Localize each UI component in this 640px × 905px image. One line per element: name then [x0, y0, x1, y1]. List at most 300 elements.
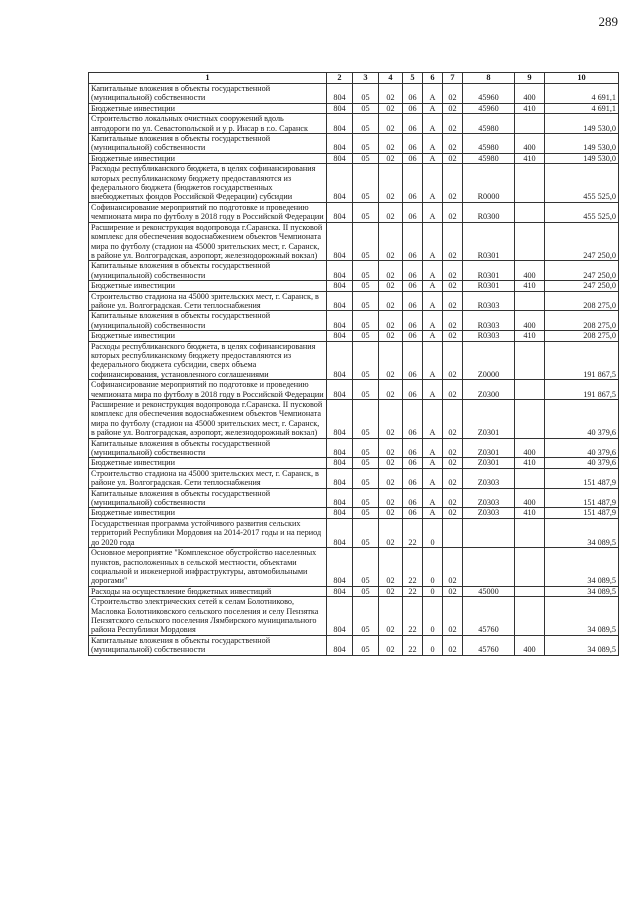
gp-code-cell: 804	[327, 468, 353, 488]
program-code-cell: 06	[403, 291, 423, 311]
program-code-cell: 06	[403, 488, 423, 508]
pr-code-cell: 02	[379, 261, 403, 281]
vr-code-cell: 410	[515, 458, 545, 468]
measure-code-cell: 02	[443, 597, 463, 636]
subprogram-code-cell: А	[423, 331, 443, 341]
row-description: Капитальные вложения в объекты государственной (муниципальной) собственности	[89, 438, 327, 458]
subprogram-code-cell: А	[423, 164, 443, 203]
pr-code-cell: 02	[379, 438, 403, 458]
direction-code-cell: Z0301	[463, 458, 515, 468]
measure-code-cell: 02	[443, 222, 463, 261]
program-code-cell: 06	[403, 164, 423, 203]
subprogram-code-cell: 0	[423, 586, 443, 596]
direction-code-cell: R0303	[463, 331, 515, 341]
program-code-cell: 06	[403, 134, 423, 154]
program-code-cell: 22	[403, 518, 423, 547]
measure-code-cell: 02	[443, 508, 463, 518]
gp-code-cell: 804	[327, 311, 353, 331]
vr-code-cell: 400	[515, 438, 545, 458]
vr-code-cell: 400	[515, 311, 545, 331]
header-cell: 1	[89, 73, 327, 84]
direction-code-cell: Z0303	[463, 468, 515, 488]
amount-cell: 4 691,1	[545, 84, 619, 104]
direction-code-cell: 45980	[463, 114, 515, 134]
gp-code-cell: 804	[327, 635, 353, 655]
vr-code-cell	[515, 468, 545, 488]
header-cell: 5	[403, 73, 423, 84]
gp-code-cell: 804	[327, 508, 353, 518]
direction-code-cell: 45760	[463, 597, 515, 636]
direction-code-cell: R0000	[463, 164, 515, 203]
gp-code-cell: 804	[327, 291, 353, 311]
rz-code-cell: 05	[353, 548, 379, 587]
program-code-cell: 06	[403, 400, 423, 439]
table-row	[89, 518, 619, 547]
pr-code-cell: 02	[379, 222, 403, 261]
row-description: Строительство стадиона на 45000 зрительских мест, г. Саранск, в районе ул. Волгоградская. Сети теплоснабжения	[89, 468, 327, 488]
vr-code-cell: 410	[515, 153, 545, 163]
program-code-cell: 06	[403, 380, 423, 400]
table-row	[89, 548, 619, 587]
program-code-cell: 06	[403, 438, 423, 458]
direction-code-cell	[463, 548, 515, 587]
subprogram-code-cell: А	[423, 202, 443, 222]
direction-code-cell: 45960	[463, 103, 515, 113]
gp-code-cell: 804	[327, 164, 353, 203]
table-row	[89, 468, 619, 488]
program-code-cell: 06	[403, 202, 423, 222]
amount-cell: 149 530,0	[545, 114, 619, 134]
pr-code-cell: 02	[379, 586, 403, 596]
subprogram-code-cell: А	[423, 438, 443, 458]
pr-code-cell: 02	[379, 164, 403, 203]
subprogram-code-cell: 0	[423, 518, 443, 547]
direction-code-cell: R0303	[463, 311, 515, 331]
pr-code-cell: 02	[379, 202, 403, 222]
direction-code-cell: Z0303	[463, 508, 515, 518]
amount-cell: 151 487,9	[545, 508, 619, 518]
direction-code-cell: R0300	[463, 202, 515, 222]
table-row	[89, 311, 619, 331]
gp-code-cell: 804	[327, 331, 353, 341]
amount-cell: 151 487,9	[545, 488, 619, 508]
direction-code-cell: Z0301	[463, 400, 515, 439]
row-description: Капитальные вложения в объекты государственной (муниципальной) собственности	[89, 84, 327, 104]
subprogram-code-cell: А	[423, 134, 443, 154]
table-row	[89, 281, 619, 291]
program-code-cell: 22	[403, 597, 423, 636]
rz-code-cell: 05	[353, 586, 379, 596]
subprogram-code-cell: А	[423, 222, 443, 261]
table-row	[89, 597, 619, 636]
table-row	[89, 438, 619, 458]
subprogram-code-cell: А	[423, 114, 443, 134]
vr-code-cell	[515, 548, 545, 587]
table-row	[89, 202, 619, 222]
rz-code-cell: 05	[353, 635, 379, 655]
gp-code-cell: 804	[327, 84, 353, 104]
table-row	[89, 84, 619, 104]
gp-code-cell: 804	[327, 400, 353, 439]
gp-code-cell: 804	[327, 202, 353, 222]
direction-code-cell: 45760	[463, 635, 515, 655]
measure-code-cell: 02	[443, 635, 463, 655]
vr-code-cell	[515, 380, 545, 400]
subprogram-code-cell: А	[423, 103, 443, 113]
rz-code-cell: 05	[353, 261, 379, 281]
pr-code-cell: 02	[379, 458, 403, 468]
pr-code-cell: 02	[379, 635, 403, 655]
amount-cell: 191 867,5	[545, 380, 619, 400]
vr-code-cell	[515, 341, 545, 380]
vr-code-cell	[515, 202, 545, 222]
gp-code-cell: 804	[327, 222, 353, 261]
vr-code-cell: 410	[515, 103, 545, 113]
row-description: Капитальные вложения в объекты государственной (муниципальной) собственности	[89, 311, 327, 331]
amount-cell: 208 275,0	[545, 311, 619, 331]
measure-code-cell: 02	[443, 341, 463, 380]
amount-cell: 34 089,5	[545, 518, 619, 547]
measure-code-cell: 02	[443, 84, 463, 104]
program-code-cell: 06	[403, 508, 423, 518]
direction-code-cell: Z0303	[463, 488, 515, 508]
row-description: Расширение и реконструкция водопровода г.Саранска. II пусковой комплекс для обеспечения водоснабжением объектов Чемпионата мира по футболу (стадион на 45000 зрительских мест, г. Саранск, в районе ул. Волгоградская, аэропорт, железнодорожный вокзал)	[89, 222, 327, 261]
pr-code-cell: 02	[379, 341, 403, 380]
amount-cell: 247 250,0	[545, 222, 619, 261]
direction-code-cell: Z0000	[463, 341, 515, 380]
measure-code-cell: 02	[443, 291, 463, 311]
vr-code-cell: 400	[515, 635, 545, 655]
header-cell: 6	[423, 73, 443, 84]
measure-code-cell: 02	[443, 548, 463, 587]
rz-code-cell: 05	[353, 488, 379, 508]
program-code-cell: 06	[403, 84, 423, 104]
rz-code-cell: 05	[353, 114, 379, 134]
rz-code-cell: 05	[353, 222, 379, 261]
pr-code-cell: 02	[379, 331, 403, 341]
gp-code-cell: 804	[327, 518, 353, 547]
row-description: Расходы республиканского бюджета, в целях софинансирования которых республиканскому бюджету предоставляются из федерального бюджета (бюджетов государственных внебюджетных фондов Российской Федерации) субсидии	[89, 164, 327, 203]
program-code-cell: 06	[403, 341, 423, 380]
row-description: Бюджетные инвестиции	[89, 281, 327, 291]
pr-code-cell: 02	[379, 153, 403, 163]
program-code-cell: 06	[403, 311, 423, 331]
header-cell: 2	[327, 73, 353, 84]
gp-code-cell: 804	[327, 438, 353, 458]
rz-code-cell: 05	[353, 438, 379, 458]
measure-code-cell: 02	[443, 400, 463, 439]
gp-code-cell: 804	[327, 548, 353, 587]
table-body	[89, 84, 619, 656]
row-description: Капитальные вложения в объекты государственной (муниципальной) собственности	[89, 261, 327, 281]
direction-code-cell: R0303	[463, 291, 515, 311]
row-description: Бюджетные инвестиции	[89, 103, 327, 113]
row-description: Бюджетные инвестиции	[89, 458, 327, 468]
pr-code-cell: 02	[379, 488, 403, 508]
subprogram-code-cell: А	[423, 458, 443, 468]
vr-code-cell: 400	[515, 261, 545, 281]
vr-code-cell	[515, 291, 545, 311]
amount-cell: 455 525,0	[545, 164, 619, 203]
gp-code-cell: 804	[327, 153, 353, 163]
table-row	[89, 261, 619, 281]
rz-code-cell: 05	[353, 311, 379, 331]
rz-code-cell: 05	[353, 458, 379, 468]
pr-code-cell: 02	[379, 114, 403, 134]
subprogram-code-cell: 0	[423, 597, 443, 636]
amount-cell: 34 089,5	[545, 597, 619, 636]
direction-code-cell: Z0300	[463, 380, 515, 400]
table-row	[89, 103, 619, 113]
gp-code-cell: 804	[327, 114, 353, 134]
direction-code-cell: 45000	[463, 586, 515, 596]
subprogram-code-cell: А	[423, 468, 443, 488]
vr-code-cell	[515, 164, 545, 203]
row-description: Софинансирование мероприятий по подготовке и проведению чемпионата мира по футболу в 2018 году в Российской Федерации	[89, 380, 327, 400]
table-row	[89, 400, 619, 439]
header-cell: 4	[379, 73, 403, 84]
amount-cell: 208 275,0	[545, 331, 619, 341]
measure-code-cell: 02	[443, 586, 463, 596]
vr-code-cell: 410	[515, 281, 545, 291]
program-code-cell: 06	[403, 468, 423, 488]
vr-code-cell	[515, 586, 545, 596]
gp-code-cell: 804	[327, 103, 353, 113]
table-row	[89, 508, 619, 518]
table-row	[89, 635, 619, 655]
header-cell: 8	[463, 73, 515, 84]
table-row	[89, 458, 619, 468]
table-row	[89, 380, 619, 400]
measure-code-cell	[443, 518, 463, 547]
amount-cell: 34 089,5	[545, 635, 619, 655]
amount-cell: 40 379,6	[545, 458, 619, 468]
rz-code-cell: 05	[353, 508, 379, 518]
rz-code-cell: 05	[353, 341, 379, 380]
vr-code-cell: 400	[515, 84, 545, 104]
amount-cell: 40 379,6	[545, 400, 619, 439]
row-description: Капитальные вложения в объекты государственной (муниципальной) собственности	[89, 488, 327, 508]
measure-code-cell: 02	[443, 281, 463, 291]
program-code-cell: 06	[403, 103, 423, 113]
subprogram-code-cell: А	[423, 281, 443, 291]
table-row	[89, 488, 619, 508]
row-description: Государственная программа устойчивого развития сельских территорий Республики Мордовия на 2014-2017 годы и на период до 2020 года	[89, 518, 327, 547]
row-description: Бюджетные инвестиции	[89, 331, 327, 341]
gp-code-cell: 804	[327, 261, 353, 281]
amount-cell: 4 691,1	[545, 103, 619, 113]
subprogram-code-cell: А	[423, 84, 443, 104]
rz-code-cell: 05	[353, 202, 379, 222]
row-description: Основное мероприятие "Комплексное обустройство населенных пунктов, расположенных в сельской местности, объектами социальной и инженерной инфраструктуры, автомобильными дорогами"	[89, 548, 327, 587]
rz-code-cell: 05	[353, 331, 379, 341]
program-code-cell: 06	[403, 114, 423, 134]
table-row	[89, 164, 619, 203]
rz-code-cell: 05	[353, 153, 379, 163]
subprogram-code-cell: А	[423, 380, 443, 400]
pr-code-cell: 02	[379, 103, 403, 113]
subprogram-code-cell: А	[423, 488, 443, 508]
rz-code-cell: 05	[353, 164, 379, 203]
table-row	[89, 114, 619, 134]
table-row	[89, 153, 619, 163]
pr-code-cell: 02	[379, 518, 403, 547]
direction-code-cell: 45980	[463, 134, 515, 154]
row-description: Бюджетные инвестиции	[89, 153, 327, 163]
rz-code-cell: 05	[353, 518, 379, 547]
table-row	[89, 341, 619, 380]
measure-code-cell: 02	[443, 114, 463, 134]
subprogram-code-cell: А	[423, 261, 443, 281]
table-row	[89, 291, 619, 311]
amount-cell: 247 250,0	[545, 281, 619, 291]
amount-cell: 455 525,0	[545, 202, 619, 222]
program-code-cell: 06	[403, 331, 423, 341]
amount-cell: 151 487,9	[545, 468, 619, 488]
direction-code-cell: 45980	[463, 153, 515, 163]
table-row	[89, 331, 619, 341]
pr-code-cell: 02	[379, 84, 403, 104]
subprogram-code-cell: 0	[423, 548, 443, 587]
rz-code-cell: 05	[353, 468, 379, 488]
direction-code-cell: R0301	[463, 222, 515, 261]
pr-code-cell: 02	[379, 548, 403, 587]
budget-table	[88, 72, 619, 656]
pr-code-cell: 02	[379, 311, 403, 331]
subprogram-code-cell: А	[423, 400, 443, 439]
measure-code-cell: 02	[443, 380, 463, 400]
gp-code-cell: 804	[327, 586, 353, 596]
table-row	[89, 134, 619, 154]
header-cell: 7	[443, 73, 463, 84]
rz-code-cell: 05	[353, 597, 379, 636]
program-code-cell: 06	[403, 261, 423, 281]
rz-code-cell: 05	[353, 400, 379, 439]
measure-code-cell: 02	[443, 438, 463, 458]
subprogram-code-cell: А	[423, 508, 443, 518]
page-number: 289	[598, 14, 618, 29]
rz-code-cell: 05	[353, 134, 379, 154]
rz-code-cell: 05	[353, 380, 379, 400]
amount-cell: 34 089,5	[545, 548, 619, 587]
row-description: Строительство стадиона на 45000 зрительских мест, г. Саранск, в районе ул. Волгоградская. Сети теплоснабжения	[89, 291, 327, 311]
pr-code-cell: 02	[379, 400, 403, 439]
vr-code-cell: 400	[515, 488, 545, 508]
header-cell: 3	[353, 73, 379, 84]
amount-cell: 149 530,0	[545, 153, 619, 163]
pr-code-cell: 02	[379, 508, 403, 518]
pr-code-cell: 02	[379, 281, 403, 291]
program-code-cell: 22	[403, 635, 423, 655]
program-code-cell: 06	[403, 222, 423, 261]
measure-code-cell: 02	[443, 153, 463, 163]
rz-code-cell: 05	[353, 84, 379, 104]
gp-code-cell: 804	[327, 341, 353, 380]
measure-code-cell: 02	[443, 202, 463, 222]
vr-code-cell: 410	[515, 331, 545, 341]
subprogram-code-cell: А	[423, 341, 443, 380]
measure-code-cell: 02	[443, 164, 463, 203]
measure-code-cell: 02	[443, 458, 463, 468]
measure-code-cell: 02	[443, 468, 463, 488]
amount-cell: 34 089,5	[545, 586, 619, 596]
pr-code-cell: 02	[379, 291, 403, 311]
vr-code-cell	[515, 114, 545, 134]
subprogram-code-cell: 0	[423, 635, 443, 655]
amount-cell: 149 530,0	[545, 134, 619, 154]
measure-code-cell: 02	[443, 331, 463, 341]
table-row	[89, 222, 619, 261]
row-description: Капитальные вложения в объекты государственной (муниципальной) собственности	[89, 635, 327, 655]
gp-code-cell: 804	[327, 458, 353, 468]
rz-code-cell: 05	[353, 281, 379, 291]
pr-code-cell: 02	[379, 597, 403, 636]
row-description: Софинансирование мероприятий по подготовке и проведению чемпионата мира по футболу в 2018 году в Российской Федерации	[89, 202, 327, 222]
gp-code-cell: 804	[327, 380, 353, 400]
pr-code-cell: 02	[379, 380, 403, 400]
direction-code-cell	[463, 518, 515, 547]
amount-cell: 40 379,6	[545, 438, 619, 458]
pr-code-cell: 02	[379, 468, 403, 488]
pr-code-cell: 02	[379, 134, 403, 154]
program-code-cell: 06	[403, 458, 423, 468]
gp-code-cell: 804	[327, 134, 353, 154]
subprogram-code-cell: А	[423, 311, 443, 331]
direction-code-cell: 45960	[463, 84, 515, 104]
subprogram-code-cell: А	[423, 291, 443, 311]
vr-code-cell: 410	[515, 508, 545, 518]
measure-code-cell: 02	[443, 103, 463, 113]
gp-code-cell: 804	[327, 597, 353, 636]
program-code-cell: 22	[403, 586, 423, 596]
direction-code-cell: Z0301	[463, 438, 515, 458]
program-code-cell: 06	[403, 153, 423, 163]
header-row	[89, 73, 619, 84]
gp-code-cell: 804	[327, 488, 353, 508]
amount-cell: 247 250,0	[545, 261, 619, 281]
vr-code-cell	[515, 518, 545, 547]
rz-code-cell: 05	[353, 291, 379, 311]
direction-code-cell: R0301	[463, 261, 515, 281]
row-description: Расходы республиканского бюджета, в целях софинансирования которых республиканскому бюджету предоставляются из федерального бюджета субсидии, сверх объема софинансирования, установленного соглашениями	[89, 341, 327, 380]
measure-code-cell: 02	[443, 261, 463, 281]
header-cell: 9	[515, 73, 545, 84]
rz-code-cell: 05	[353, 103, 379, 113]
vr-code-cell	[515, 597, 545, 636]
measure-code-cell: 02	[443, 488, 463, 508]
row-description: Строительство электрических сетей к селам Болотниково, Масловка Болотниковского сельского поселения и селу Пензятка Пензятского сельского поселения Лямбирского муниципального района Республики Мордовия	[89, 597, 327, 636]
measure-code-cell: 02	[443, 311, 463, 331]
amount-cell: 208 275,0	[545, 291, 619, 311]
header-cell: 10	[545, 73, 619, 84]
vr-code-cell	[515, 222, 545, 261]
vr-code-cell: 400	[515, 134, 545, 154]
row-description: Капитальные вложения в объекты государственной (муниципальной) собственности	[89, 134, 327, 154]
amount-cell: 191 867,5	[545, 341, 619, 380]
program-code-cell: 22	[403, 548, 423, 587]
program-code-cell: 06	[403, 281, 423, 291]
row-description: Расходы на осуществление бюджетных инвестиций	[89, 586, 327, 596]
direction-code-cell: R0301	[463, 281, 515, 291]
row-description: Бюджетные инвестиции	[89, 508, 327, 518]
gp-code-cell: 804	[327, 281, 353, 291]
row-description: Строительство локальных очистных сооружений вдоль автодороги по ул. Севастопольской и у р. Инсар в г.о. Саранск	[89, 114, 327, 134]
subprogram-code-cell: А	[423, 153, 443, 163]
measure-code-cell: 02	[443, 134, 463, 154]
row-description: Расширение и реконструкция водопровода г.Саранска. II пусковой комплекс для обеспечения водоснабжением объектов Чемпионата мира по футболу (стадион на 45000 зрительских мест, г. Саранск, в районе ул. Волгоградская, аэропорт, железнодорожный вокзал)	[89, 400, 327, 439]
table-row	[89, 586, 619, 596]
vr-code-cell	[515, 400, 545, 439]
